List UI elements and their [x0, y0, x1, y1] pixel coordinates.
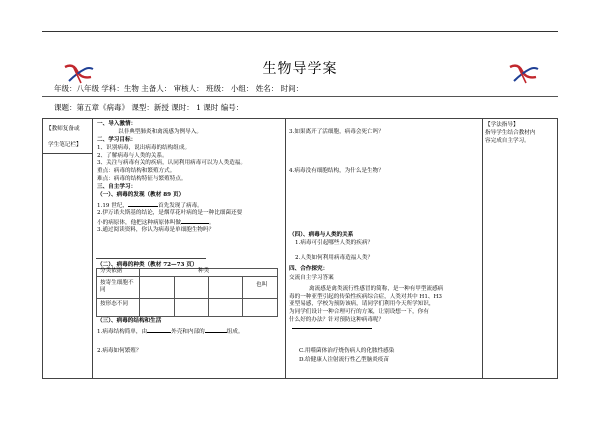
types-table-vline-3: [208, 276, 209, 316]
goals-list: [97, 145, 246, 184]
option-d: D.给健康人注射流行性乙型脑炎疫苗: [299, 357, 389, 363]
goal-item: 难点：病毒的结构特征与繁殖特点。: [97, 175, 187, 182]
question-3: 3.通过阅读资料，你认为病毒是单细胞生物吗？: [97, 227, 215, 233]
paragraph-line: 禽流感是禽类流行性感冒的简称，是一种有甲型流感病: [309, 286, 444, 292]
option-c: C.用噬菌体治疗烧伤病人的化脓性感染: [299, 348, 395, 354]
cooperation-paragraph: [289, 286, 443, 325]
question-4-c: 组成。: [226, 329, 244, 335]
col-divider-3: [482, 118, 483, 379]
col-divider-1: [92, 118, 93, 379]
paragraph-line: 亚型易感，学校为预防该病，请同学们利用今天所学知识，: [289, 301, 435, 308]
question-1-b: 首先发现了病毒。: [158, 203, 203, 209]
question-4-b: 外壳和内部的: [171, 329, 205, 335]
types-header-basis: 分类依据: [100, 268, 123, 274]
question-7: 4.病毒没有细胞结构，为什么是生物？: [289, 168, 384, 174]
paragraph-line: 什么好的办法？针对预防这种病毒呢？: [289, 316, 385, 323]
question-2-b: 小的病原体，他把这种病原体叫做: [97, 220, 181, 226]
notes-label-rule: [42, 153, 92, 154]
question-6: 3.如果离开了活细胞，病毒会死亡吗？: [289, 129, 384, 135]
types-row-shape: 按形态不同: [100, 301, 128, 307]
paragraph-line: 毒的一种亚型引起的传染性疾病综合症，人类对其中 H1、H3: [289, 293, 442, 300]
subsection-discovery: （一）、病毒的发现（教材 89 页）: [97, 192, 185, 198]
cooperation-sub: 交流自主学习答案: [289, 275, 334, 281]
col-divider-2: [285, 118, 286, 379]
section-intro: 一、导入激情：: [97, 121, 137, 127]
method-guide-text-1: 指导学生结合教材内: [485, 130, 536, 136]
paragraph-line: 为同学们设计一种合理可行的方案，让别设想一下，你有: [289, 309, 429, 316]
goal-item: 1、识别病毒，说出病毒的结构组成。: [97, 145, 191, 151]
intro-text: 以非典型肺炎和禽流感为例导入。: [118, 129, 202, 135]
notes-label-2: 学生笔记栏】: [48, 142, 82, 148]
types-row-host: 按寄生细胞不同: [100, 280, 134, 293]
types-header-kinds: 种类: [198, 268, 210, 274]
blank-4b[interactable]: [205, 327, 227, 333]
types-row-host-alias: 也叫: [256, 282, 268, 288]
blank-1[interactable]: [128, 201, 158, 207]
subsection-structure: （三）、病毒的结构和生活: [97, 318, 162, 324]
types-rule: [96, 258, 206, 259]
question-2-a: 2.伊万诺夫斯基的结论，是烟草花叶病的是一种比细菌还要: [97, 210, 243, 216]
question-2-c: 。: [208, 220, 215, 226]
question-5: 2.病毒如何繁殖？: [97, 348, 142, 354]
section-cooperation: 四、合作探究：: [289, 266, 329, 272]
method-guide-label: 【学法指导】: [485, 122, 519, 128]
goal-item: 重点：病毒的结构和繁殖方式。: [97, 168, 176, 175]
types-table-hline-2: [96, 298, 277, 299]
subsection-types: （二）、病毒的种类（教材 72—73 页）: [97, 262, 198, 268]
question-4-a: 1.病毒结构简单，由: [97, 329, 148, 335]
blank-4a[interactable]: [147, 327, 171, 333]
blank-2[interactable]: [181, 218, 209, 224]
question-1-a: 1.19 世纪，: [97, 203, 129, 209]
goal-item: 2、了解病毒与人类的关系。: [97, 152, 168, 159]
question-8: 1.病毒可引起哪些人类的疾病？: [295, 240, 374, 246]
header-rule: [42, 96, 558, 97]
page-title: 生物导学案: [262, 61, 338, 77]
goal-item: 3、关注与病毒有关的疾病，认同利用病毒可以为人类造福。: [97, 160, 246, 167]
types-table-hline-1: [96, 276, 277, 277]
answer-rule[interactable]: [292, 328, 372, 329]
question-4: [97, 327, 243, 337]
section-self-study: 三、自主学习：: [97, 184, 137, 190]
info-line: 年级：八年级 学科：生物 主备人： 审核人： 班级： 小组： 姓名： 时间：: [54, 84, 304, 93]
course-line: 课题：第五章《病毒》 课型：新授 课时： 1 课时 编号：: [54, 103, 244, 112]
subsection-relations: （四）、病毒与人类的关系: [289, 232, 354, 238]
section-goals: 二、学习目标：: [97, 137, 137, 143]
question-9: 2.人类如何利用病毒造福人类？: [295, 255, 374, 261]
method-guide-text-2: 容完成自主学习。: [485, 138, 530, 144]
types-table-vline-4: [242, 276, 243, 316]
types-table-vline-2: [174, 276, 175, 316]
top-rule: [42, 31, 558, 32]
notes-label-1: 【教师复备或: [46, 126, 80, 132]
